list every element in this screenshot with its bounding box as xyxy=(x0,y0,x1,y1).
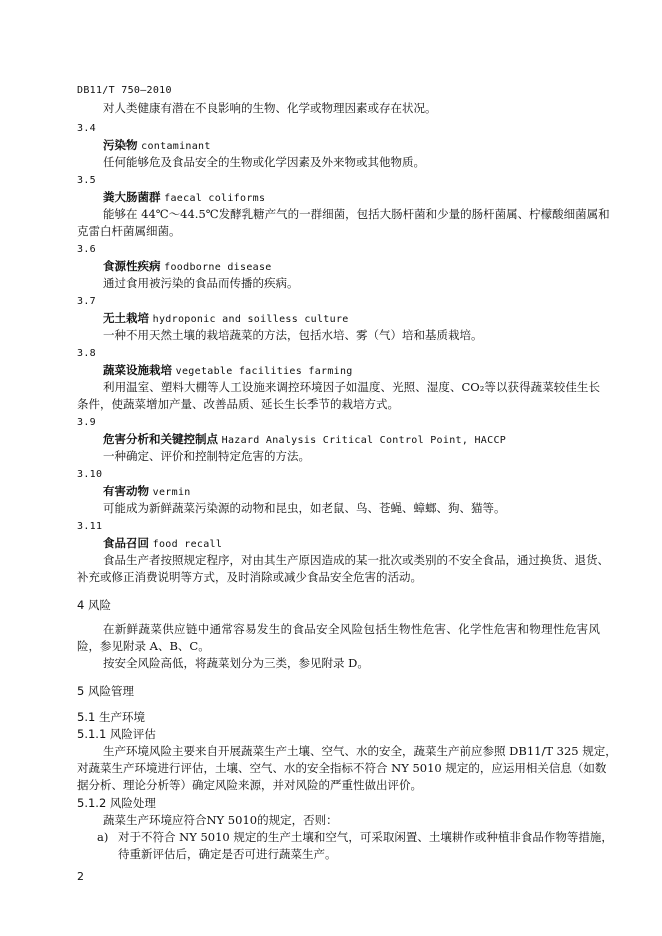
definition: 一种确定、评价和控制特定危害的方法。 xyxy=(103,449,310,463)
term-cn: 食源性疾病 xyxy=(103,259,161,273)
term-en: Hazard Analysis Critical Control Point, HACCP xyxy=(221,435,507,446)
section-heading: 5 风险管理 xyxy=(77,684,134,698)
subsection-heading: 5.1.1 风险评估 xyxy=(77,727,156,741)
term-cn: 危害分析和关键控制点 xyxy=(103,432,218,446)
term-en: vegetable facilities farming xyxy=(175,366,353,377)
term-line xyxy=(103,363,353,379)
term-line xyxy=(103,536,222,552)
term-line xyxy=(103,484,191,500)
term-en: foodborne disease xyxy=(164,262,272,273)
section-heading: 4 风险 xyxy=(77,598,111,612)
section-number: 3.9 xyxy=(77,417,96,428)
list-item: 对于不符合 NY 5010 规定的生产土壤和空气，可采取闲置、土壤耕作或种植非食品作物等措施， xyxy=(118,830,613,844)
list-item: 待重新评估后，确定是否可进行蔬菜生产。 xyxy=(118,847,337,861)
term-cn: 食品召回 xyxy=(103,536,149,550)
list-marker: a) xyxy=(97,830,109,844)
definition: 利用温室、塑料大棚等人工设施来调控环境因子如温度、光照、湿度、CO₂等以获得蔬菜较佳生长 xyxy=(103,380,600,394)
paragraph: 对蔬菜生产环境进行评估，土壤、空气、水的安全指标不符合 NY 5010 规定的，应运用相关信息（如数 xyxy=(77,761,607,775)
subsection-heading: 5.1.2 风险处理 xyxy=(77,796,156,810)
paragraph: 据分析、理论分析等）确定风险来源，并对风险的严重性做出评价。 xyxy=(77,778,422,792)
section-number: 3.10 xyxy=(77,469,103,480)
section-number: 3.6 xyxy=(77,244,96,255)
page-number: 2 xyxy=(77,870,84,883)
definition: 通过食用被污染的食品而传播的疾病。 xyxy=(103,276,299,290)
subsection-heading: 5.1 生产环境 xyxy=(77,710,145,724)
body-line: 对人类健康有潜在不良影响的生物、化学或物理因素或存在状况。 xyxy=(103,101,437,115)
definition: 食品生产者按照规定程序，对由其生产原因造成的某一批次或类别的不安全食品，通过换货、退货、 xyxy=(103,553,609,567)
term-cn: 有害动物 xyxy=(103,484,149,498)
term-en: vermin xyxy=(152,487,191,498)
paragraph: 按安全风险高低，将蔬菜划分为三类，参见附录 D。 xyxy=(103,656,369,670)
definition: 任何能够危及食品安全的生物或化学因素及外来物或其他物质。 xyxy=(103,155,425,169)
term-line xyxy=(103,311,349,327)
definition: 可能成为新鲜蔬菜污染源的动物和昆虫，如老鼠、鸟、苍蝇、蟑螂、狗、猫等。 xyxy=(103,501,506,515)
term-en: contaminant xyxy=(141,141,211,152)
term-line xyxy=(103,190,265,206)
section-number: 3.5 xyxy=(77,175,96,186)
term-en: faecal coliforms xyxy=(164,193,266,204)
definition: 克雷白杆菌属细菌。 xyxy=(77,224,181,238)
section-number: 3.11 xyxy=(77,521,103,532)
paragraph: 生产环境风险主要来自开展蔬菜生产土壤、空气、水的安全，蔬菜生产前应参照 DB11/T 325 规定， xyxy=(103,744,617,758)
document-header: DB11/T 750—2010 xyxy=(77,85,172,96)
paragraph: 险，参见附录 A、B、C。 xyxy=(77,639,210,653)
term-line xyxy=(103,432,506,448)
paragraph: 在新鲜蔬菜供应链中通常容易发生的食品安全风险包括生物性危害、化学性危害和物理性危害风 xyxy=(103,622,600,636)
term-cn: 粪大肠菌群 xyxy=(103,190,161,204)
definition: 条件，使蔬菜增加产量、改善品质、延长生长季节的栽培方式。 xyxy=(77,397,399,411)
term-en: hydroponic and soilless culture xyxy=(152,314,349,325)
term-cn: 无土栽培 xyxy=(103,311,149,325)
definition: 补充或修正消费说明等方式，及时消除或减少食品安全危害的活动。 xyxy=(77,570,422,584)
term-line xyxy=(103,259,272,275)
section-number: 3.8 xyxy=(77,348,96,359)
section-number: 3.4 xyxy=(77,123,96,134)
term-line xyxy=(103,138,211,154)
term-cn: 蔬菜设施栽培 xyxy=(103,363,172,377)
definition: 一种不用天然土壤的栽培蔬菜的方法，包括水培、雾（气）培和基质栽培。 xyxy=(103,328,483,342)
term-cn: 污染物 xyxy=(103,138,138,152)
definition: 能够在 44℃～44.5℃发酵乳糖产气的一群细菌，包括大肠杆菌和少量的肠杆菌属、柠檬酸细菌属和 xyxy=(103,207,610,221)
paragraph: 蔬菜生产环境应符合NY 5010的规定，否则： xyxy=(103,813,338,827)
term-en: food recall xyxy=(152,539,223,550)
section-number: 3.7 xyxy=(77,296,96,307)
